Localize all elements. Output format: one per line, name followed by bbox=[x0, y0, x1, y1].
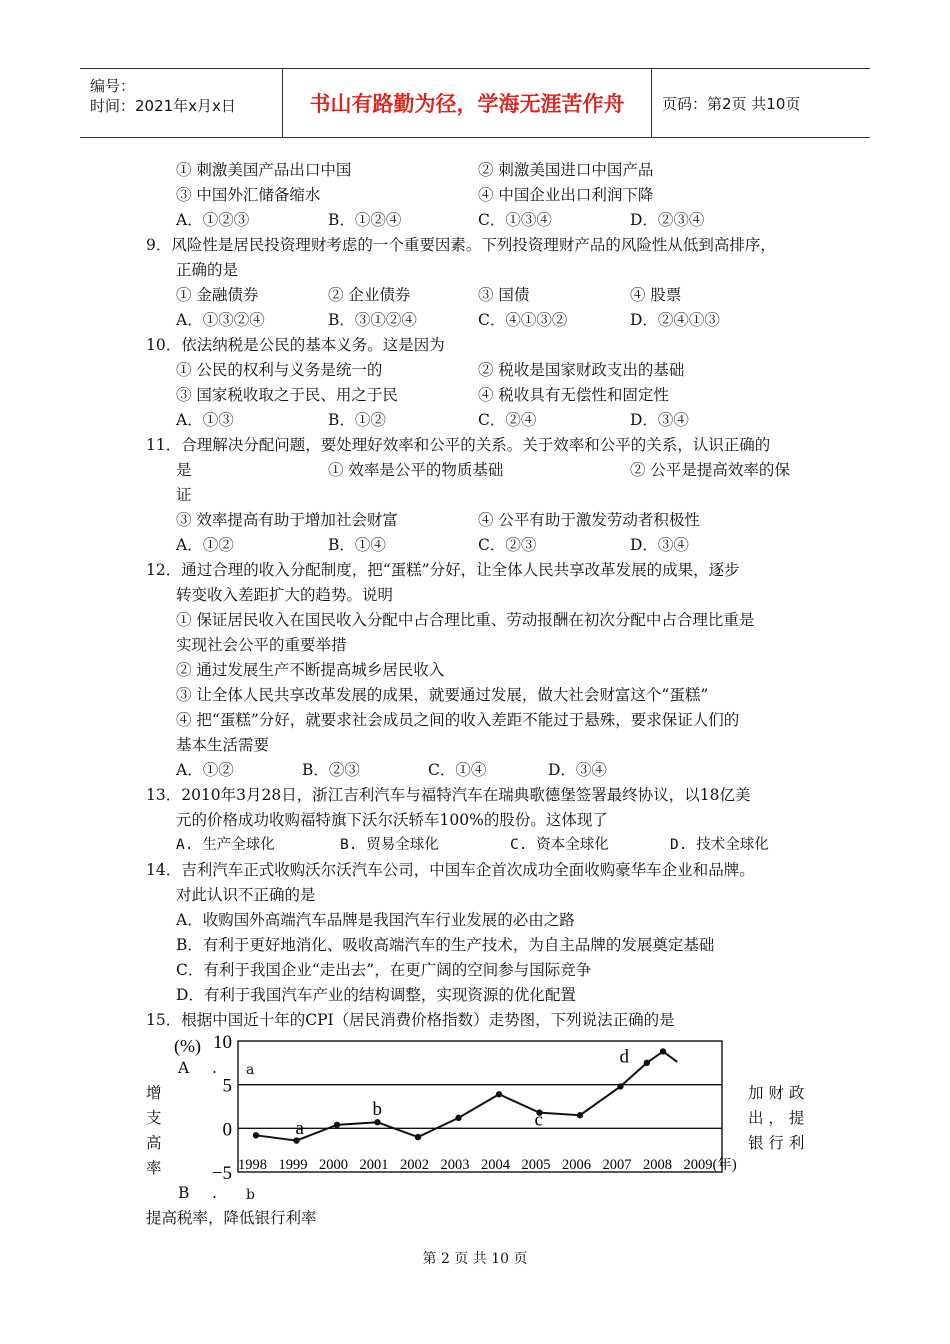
q12-choice-a: A．①② bbox=[176, 761, 234, 779]
q10-option-1: ① 公民的权利与义务是统一的 bbox=[176, 361, 383, 379]
q9-stem-cont: 正确的是 bbox=[176, 261, 239, 279]
q13-choice-a: A. 生产全球化 bbox=[176, 837, 275, 853]
q9-option-2: ② 企业债券 bbox=[328, 286, 411, 304]
q12-option-1-cont: 实现社会公平的重要举措 bbox=[176, 636, 347, 654]
q15-option-a-right-1: 加 财 政 bbox=[748, 1084, 805, 1102]
y-tick-label: 5 bbox=[222, 1075, 232, 1097]
x-tick-label: 2009(年) bbox=[683, 1157, 737, 1173]
q13-stem: 13．2010年3月28日，浙江吉利汽车与福特汽车在瑞典歌德堡签署最终协议，以18亿美 bbox=[146, 786, 751, 804]
q15-option-a-letter: A bbox=[178, 1059, 190, 1077]
q13-stem-cont: 元的价格成功收购福特旗下沃尔沃轿车100%的股份。这体现了 bbox=[176, 811, 608, 829]
q10-option-2: ② 税收是国家财政支出的基础 bbox=[478, 361, 685, 379]
q8-option-4: ④ 中国企业出口利润下降 bbox=[478, 186, 654, 204]
q8-choice-d: D．②③④ bbox=[630, 211, 705, 229]
q12-option-1: ① 保证居民收入在国民收入分配中占合理比重、劳动报酬在初次分配中占合理比重是 bbox=[176, 611, 755, 629]
q15-option-a-left-3: 高 bbox=[146, 1134, 162, 1152]
y-axis-unit: (%) bbox=[174, 1036, 201, 1056]
data-point bbox=[253, 1132, 259, 1138]
q12-option-2: ② 通过发展生产不断提高城乡居民收入 bbox=[176, 661, 445, 679]
q14-stem-cont: 对此认识不正确的是 bbox=[176, 886, 316, 904]
q9-choice-c: C．④①③② bbox=[478, 311, 568, 329]
q15-option-b-dot: . bbox=[212, 1184, 217, 1202]
data-point bbox=[660, 1048, 666, 1054]
page-footer: 第 2 页 共 10 页 bbox=[422, 1251, 528, 1267]
chart-annotation-a: a bbox=[295, 1118, 304, 1140]
q11-stem: 11．合理解决分配问题，要处理好效率和公平的关系。关于效率和公平的关系，认识正确的 bbox=[146, 436, 771, 454]
x-tick-label: 2007 bbox=[602, 1157, 632, 1173]
y-tick-label: 10 bbox=[213, 1032, 232, 1053]
q11-option-2: ② 公平是提高效率的保 bbox=[630, 461, 790, 479]
q15-option-a-right-3: 银 行 利 bbox=[748, 1134, 805, 1152]
q11-choice-c: C．②③ bbox=[478, 536, 537, 554]
q14-choice-a: A．收购国外高端汽车品牌是我国汽车行业发展的必由之路 bbox=[176, 911, 575, 929]
q13-choice-c: C. 资本全球化 bbox=[510, 837, 609, 853]
data-point bbox=[334, 1122, 340, 1128]
q8-choice-b: B．①②④ bbox=[328, 211, 402, 229]
data-point bbox=[455, 1115, 461, 1121]
doc-date: 时间：2021年x月x日 bbox=[90, 97, 236, 115]
q10-choice-d: D．③④ bbox=[630, 411, 689, 429]
chart-annotation-b: b bbox=[372, 1098, 382, 1120]
header-page-number: 页码：第2页 共10页 bbox=[662, 95, 801, 113]
data-point bbox=[577, 1112, 583, 1118]
q9-choice-a: A．①③②④ bbox=[176, 311, 265, 329]
q11-option-4: ④ 公平有助于激发劳动者积极性 bbox=[478, 511, 700, 529]
q12-stem: 12．通过合理的收入分配制度，把“蛋糕”分好，让全体人民共享改革发展的成果，逐步 bbox=[146, 561, 740, 579]
x-tick-label: 2004 bbox=[481, 1157, 510, 1173]
data-point bbox=[496, 1091, 502, 1097]
q9-stem: 9．风险性是居民投资理财考虑的一个重要因素。下列投资理财产品的风险性从低到高排序， bbox=[146, 236, 776, 254]
q9-choice-b: B．③①②④ bbox=[328, 311, 417, 329]
q14-choice-c: C．有利于我国企业“走出去”，在更广阔的空间参与国际竞争 bbox=[176, 961, 592, 979]
q13-choice-d: D. 技术全球化 bbox=[670, 837, 769, 853]
q9-option-1: ① 金融债券 bbox=[176, 286, 259, 304]
y-tick-label: 0 bbox=[222, 1119, 232, 1141]
x-tick-label: 2003 bbox=[440, 1157, 470, 1173]
q11-choice-a: A．①② bbox=[176, 536, 234, 554]
q10-choice-c: C．②④ bbox=[478, 411, 537, 429]
q14-choice-d: D．有利于我国汽车产业的结构调整，实现资源的优化配置 bbox=[176, 986, 576, 1004]
data-point bbox=[644, 1060, 650, 1066]
q15-option-a-right-2: 出 ， 提 bbox=[748, 1109, 805, 1127]
q10-choice-b: B．①② bbox=[328, 411, 386, 429]
cpi-series-line bbox=[256, 1051, 677, 1140]
chart-annotation-c: c bbox=[534, 1109, 543, 1131]
q12-stem-cont: 转变收入差距扩大的趋势。说明 bbox=[176, 586, 394, 604]
x-tick-label: 2000 bbox=[319, 1157, 348, 1173]
q8-choice-a: A．①②③ bbox=[176, 211, 250, 229]
q15-option-a-mark: a bbox=[246, 1062, 255, 1078]
q13-choice-b: B. 贸易全球化 bbox=[340, 837, 439, 853]
x-tick-label: 2002 bbox=[400, 1157, 429, 1173]
q8-choice-c: C．①③④ bbox=[478, 211, 552, 229]
q11-stem-cont: 是 bbox=[176, 461, 192, 479]
q10-option-3: ③ 国家税收取之于民、用之于民 bbox=[176, 386, 398, 404]
q15-option-a-dot: . bbox=[212, 1059, 217, 1077]
q9-choice-d: D．②④①③ bbox=[630, 311, 720, 329]
q10-stem: 10．依法纳税是公民的基本义务。这是因为 bbox=[146, 336, 445, 354]
q15-option-a-left-2: 支 bbox=[146, 1109, 162, 1127]
q12-option-4: ④ 把“蛋糕”分好，就要求社会成员之间的收入差距不能过于悬殊，要求保证人们的 bbox=[176, 711, 740, 729]
page-header bbox=[80, 68, 870, 138]
q8-option-1: ① 刺激美国产品出口中国 bbox=[176, 161, 352, 179]
q14-stem: 14．吉利汽车正式收购沃尔沃汽车公司，中国车企首次成功全面收购豪华车企业和品牌。 bbox=[146, 861, 755, 879]
q15-option-b-text: 提高税率，降低银行利率 bbox=[146, 1209, 317, 1227]
q12-option-4-cont: 基本生活需要 bbox=[176, 736, 270, 754]
x-tick-label: 1999 bbox=[278, 1157, 308, 1173]
q12-option-3: ③ 让全体人民共享改革发展的成果，就要通过发展，做大社会财富这个“蛋糕” bbox=[176, 686, 709, 704]
q11-option-1: ① 效率是公平的物质基础 bbox=[328, 461, 504, 479]
q15-option-b-letter: B bbox=[178, 1184, 190, 1202]
q14-choice-b: B．有利于更好地消化、吸收高端汽车的生产技术，为自主品牌的发展奠定基础 bbox=[176, 936, 715, 954]
q11-choice-d: D．③④ bbox=[630, 536, 689, 554]
q10-option-4: ④ 税收具有无偿性和固定性 bbox=[478, 386, 669, 404]
q11-option-3: ③ 效率提高有助于增加社会财富 bbox=[176, 511, 398, 529]
q15-option-b-mark: b bbox=[246, 1187, 255, 1203]
x-tick-label: 2005 bbox=[521, 1157, 551, 1173]
doc-id-label: 编号： bbox=[90, 77, 136, 95]
x-tick-label: 1998 bbox=[238, 1157, 267, 1173]
q12-choice-b: B．②③ bbox=[302, 761, 360, 779]
q8-option-3: ③ 中国外汇储备缩水 bbox=[176, 186, 321, 204]
q12-choice-d: D．③④ bbox=[548, 761, 607, 779]
header-meta bbox=[80, 69, 283, 137]
data-point bbox=[415, 1134, 421, 1140]
x-tick-label: 2008 bbox=[643, 1157, 672, 1173]
q11-choice-b: B．①④ bbox=[328, 536, 386, 554]
q9-option-4: ④ 股票 bbox=[630, 286, 682, 304]
q15-option-a-left-4: 率 bbox=[146, 1159, 162, 1177]
q10-choice-a: A．①③ bbox=[176, 411, 234, 429]
y-tick-label: −5 bbox=[211, 1163, 232, 1184]
q12-choice-c: C．①④ bbox=[428, 761, 487, 779]
q9-option-3: ③ 国债 bbox=[478, 286, 530, 304]
q15-stem: 15．根据中国近十年的CPI（居民消费价格指数）走势图，下列说法正确的是 bbox=[146, 1011, 675, 1029]
chart-annotation-d: d bbox=[619, 1046, 630, 1068]
q8-option-2: ② 刺激美国进口中国产品 bbox=[478, 161, 654, 179]
x-tick-label: 2006 bbox=[562, 1157, 591, 1173]
q15-option-a-left-1: 增 bbox=[146, 1084, 162, 1102]
cpi-chart bbox=[170, 1032, 750, 1192]
header-motto: 书山有路勤为径，学海无涯苦作舟 bbox=[283, 69, 652, 137]
q11-option-2-cont: 证 bbox=[176, 486, 192, 504]
data-point bbox=[617, 1083, 623, 1089]
x-tick-label: 2001 bbox=[359, 1157, 389, 1173]
